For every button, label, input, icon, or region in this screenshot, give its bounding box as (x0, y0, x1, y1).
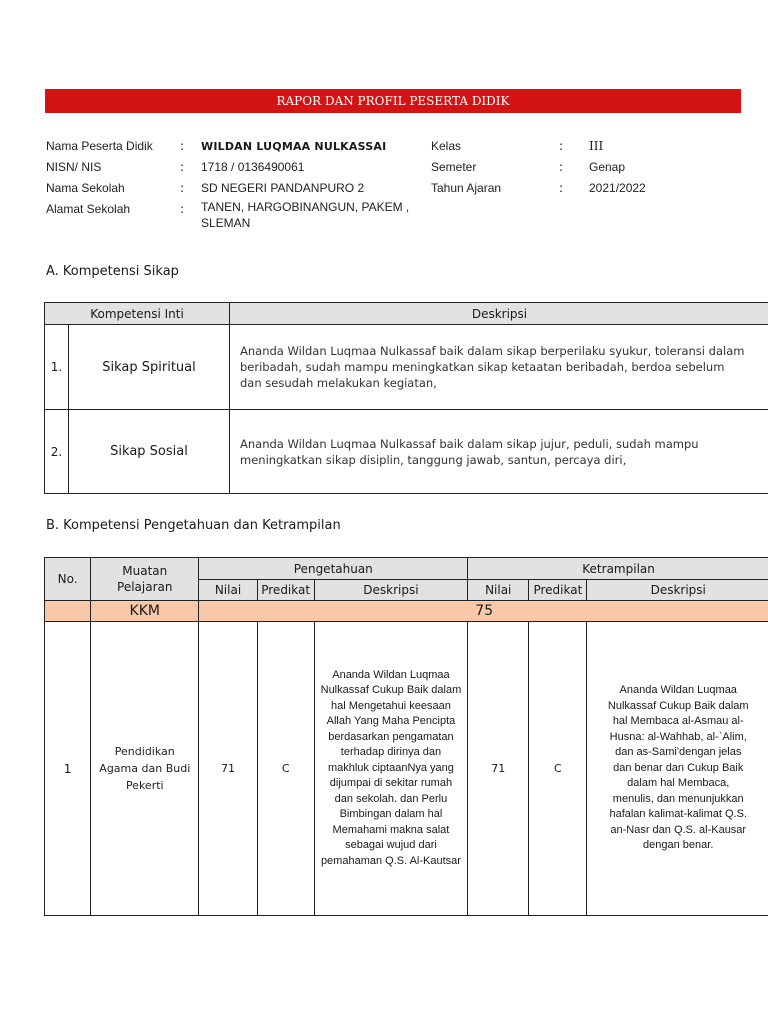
description-line: Nulkassaf Cukup Baik dalam (320, 684, 462, 697)
row-number: 2. (45, 410, 69, 494)
kompetensi-description (230, 325, 768, 410)
col-deskripsi: Deskripsi (314, 580, 467, 601)
kkm-value: 75 (199, 601, 768, 622)
col-pengetahuan: Pengetahuan (199, 558, 468, 580)
row-number: 1. (45, 325, 69, 410)
description-line: hal Membaca al-Asmau al- (612, 715, 744, 728)
semester-label: Semeter (431, 160, 477, 174)
colon: : (180, 160, 185, 174)
description-line: Ananda Wildan Luqmaa Nulkassaf baik dalam sikap berperilaku syukur, toleransi dalam (240, 344, 745, 358)
header-line: Muatan (122, 564, 168, 578)
description-line: berdasarkan pengamatan (328, 730, 454, 743)
colon: : (559, 160, 564, 174)
description-line: hafalan kalimat-kalimat Q.S. (609, 808, 748, 821)
col-predikat: Predikat (529, 580, 587, 601)
description-line: an-Nasr dan Q.S. al-Kausar (610, 823, 747, 836)
report-title-banner: RAPOR DAN PROFIL PESERTA DIDIK (45, 89, 741, 113)
col-deskripsi: Deskripsi (230, 303, 768, 325)
school-value: SD NEGERI PANDANPURO 2 (201, 181, 365, 195)
kkm-label: KKM (91, 601, 199, 622)
nisn-value: 1718 / 0136490061 (201, 160, 305, 174)
address-label: Alamat Sekolah (46, 202, 131, 216)
description-line: Husna: al-Wahhab, al-`Alim, (609, 730, 747, 743)
description-line: dan as-Sami'dengan jelas (615, 746, 742, 759)
pengetahuan-deskripsi (314, 622, 467, 916)
table-row (45, 622, 768, 916)
section-a-title: A. Kompetensi Sikap (46, 264, 179, 279)
description-line: menulis, dan menunjukkan (612, 792, 744, 805)
table-row (45, 410, 768, 494)
kompetensi-name: Sikap Spiritual (69, 325, 230, 410)
ketrampilan-predikat: C (529, 622, 587, 916)
description-line: sebagai wujud dari (345, 839, 437, 852)
nisn-label: NISN/ NIS (46, 160, 102, 174)
col-kompetensi-inti: Kompetensi Inti (45, 303, 230, 325)
description-line: dan benar dan Cukup Baik (613, 761, 744, 774)
col-nilai: Nilai (468, 580, 529, 601)
description-line: beribadah, sudah mampu meningkatkan sikap ketaatan beribadah, berdoa sebelum (240, 360, 725, 374)
colon: : (180, 181, 185, 195)
description-line: dalam hal Membaca, (627, 777, 730, 790)
year-value: 2021/2022 (589, 181, 646, 195)
class-label: Kelas (431, 139, 462, 153)
student-name: WILDAN LUQMAA NULKASSAI (201, 140, 387, 153)
row-number: 1 (45, 622, 91, 916)
kompetensi-table (44, 557, 768, 916)
description-line: Ananda Wildan Luqmaa (619, 684, 737, 697)
col-ketrampilan: Ketrampilan (468, 558, 768, 580)
colon: : (180, 202, 185, 216)
subject-name (91, 622, 199, 916)
semester-value: Genap (589, 160, 626, 174)
description-line: dengan benar. (643, 839, 714, 852)
colon: : (559, 139, 564, 153)
description-line: Ananda Wildan Luqmaa (332, 668, 450, 681)
kompetensi-name: Sikap Sosial (69, 410, 230, 494)
pengetahuan-nilai: 71 (199, 622, 257, 916)
description-line: Nulkassaf Cukup Baik dalam (607, 699, 749, 712)
address-line-1: TANEN, HARGOBINANGUN, PAKEM , (201, 200, 410, 214)
colon: : (559, 181, 564, 195)
name-label: Nama Peserta Didik (46, 139, 153, 153)
pengetahuan-predikat: C (257, 622, 314, 916)
ketrampilan-deskripsi (587, 622, 768, 916)
col-nilai: Nilai (199, 580, 257, 601)
header-line: Pelajaran (117, 580, 173, 594)
description-line: makhluk ciptaanNya yang (327, 761, 454, 774)
section-b-title: B. Kompetensi Pengetahuan dan Ketrampilan (46, 518, 341, 533)
colon: : (180, 139, 185, 153)
description-line: meningkatkan sikap disiplin, tanggung jawab, santun, percaya diri, (240, 452, 627, 467)
address-line-2: SLEMAN (201, 216, 251, 230)
col-predikat: Predikat (257, 580, 314, 601)
subject-line: Agama dan Budi (99, 762, 191, 775)
description-line: hal Mengetahui keesaan (331, 699, 451, 712)
subject-line: Pendidikan (114, 745, 175, 758)
col-deskripsi: Deskripsi (587, 580, 768, 601)
description-line: terhadap dirinya dan (340, 746, 442, 759)
sikap-table (44, 302, 768, 494)
description-line: dan sekolah. dan Perlu (334, 792, 448, 805)
description-line: Ananda Wildan Luqmaa Nulkassaf baik dalam sikap jujur, peduli, sudah mampu (240, 436, 699, 451)
school-label: Nama Sekolah (46, 181, 125, 195)
description-line: dijumpai di sekitar rumah (329, 777, 453, 790)
year-label: Tahun Ajaran (431, 181, 502, 195)
kkm-row (45, 601, 768, 622)
class-value: III (589, 139, 604, 153)
description-line: pemahaman Q.S. Al-Kautsar (320, 854, 461, 867)
kompetensi-description (230, 410, 768, 494)
description-line: Allah Yang Maha Pencipta (326, 715, 456, 728)
subject-line: Pekerti (125, 779, 164, 792)
description-line: dan sesudah melakukan kegiatan, (240, 376, 437, 390)
table-row (45, 325, 768, 410)
col-muatan-pelajaran (91, 558, 199, 601)
description-line: Bimbingan dalam hal (339, 808, 443, 821)
col-no: No. (45, 558, 91, 601)
ketrampilan-nilai: 71 (468, 622, 529, 916)
description-line: Memahami makna salat (332, 823, 450, 836)
